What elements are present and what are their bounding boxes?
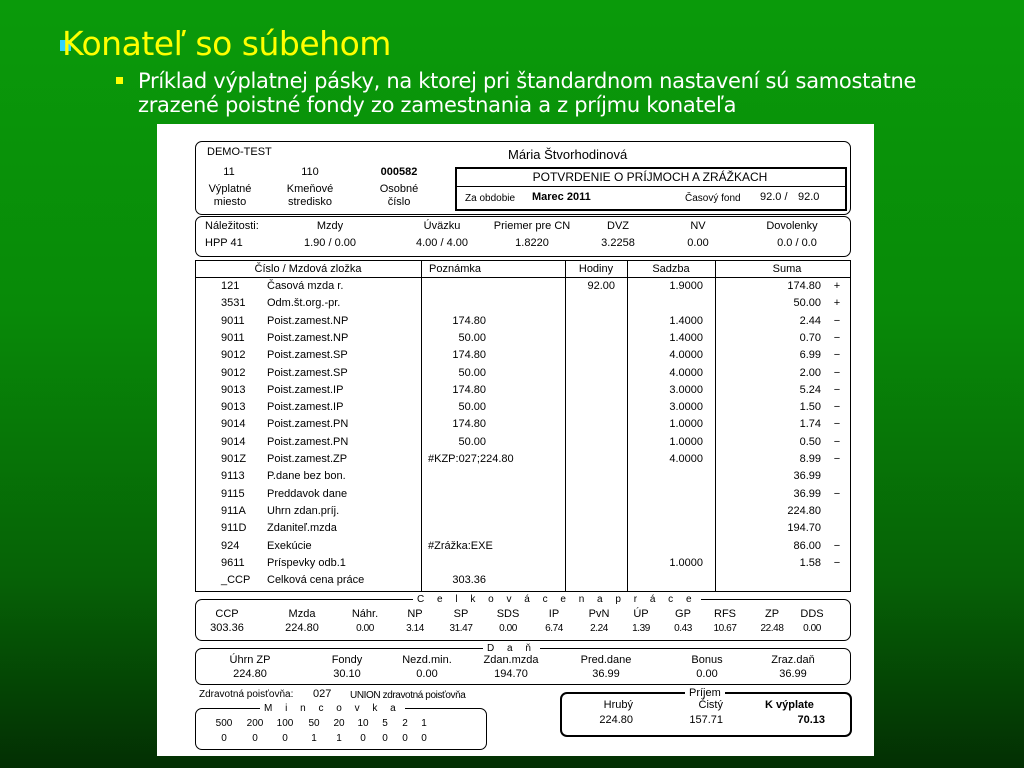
- total-cost-header: SP: [453, 608, 469, 620]
- total-cost-value: 0.00: [803, 623, 821, 634]
- item-code: 9115: [221, 487, 245, 500]
- item-rate: 4.0000: [669, 366, 703, 379]
- item-name: Celková cena práce: [267, 574, 365, 587]
- total-cost-value: 6.74: [545, 623, 563, 634]
- tax-value: 194.70: [494, 668, 528, 680]
- items-header-rate: Sadzba: [652, 263, 690, 275]
- item-sum: 194.70: [787, 522, 821, 535]
- total-cost-header: ÚP: [633, 608, 649, 620]
- item-code: 924: [221, 539, 240, 552]
- item-name: Poist.zamest.SP: [267, 349, 348, 362]
- nv-value: 0.00: [687, 237, 709, 249]
- item-sign: −: [833, 418, 841, 431]
- item-note: 50.00: [458, 366, 486, 379]
- total-cost-value: 10.67: [713, 623, 737, 634]
- workload-header: Úväzku: [423, 220, 461, 232]
- item-rate: 1.0000: [669, 556, 703, 569]
- item-sum: 174.80: [787, 280, 821, 292]
- item-code: 9014: [221, 435, 246, 448]
- total-cost-value: 0.00: [499, 623, 517, 634]
- item-sign: −: [833, 314, 841, 327]
- item-code: 9011: [221, 331, 245, 344]
- company-name: DEMO-TEST: [207, 146, 272, 158]
- coin-count: 0: [252, 733, 258, 744]
- item-code: 9012: [221, 366, 246, 379]
- coin-count: 0: [382, 733, 388, 744]
- item-code: 3531: [221, 297, 246, 310]
- item-sign: −: [833, 366, 841, 379]
- total-cost-header: IP: [548, 608, 560, 620]
- item-code: 9611: [221, 556, 245, 569]
- coin-denomination: 100: [276, 718, 294, 729]
- confirmation-title: POTVRDENIE O PRÍJMOCH A ZRÁŽKACH: [532, 170, 768, 184]
- total-cost-value: 2.24: [590, 623, 608, 634]
- tax-header: Pred.dane: [580, 654, 632, 666]
- item-code: 901Z: [221, 453, 247, 465]
- item-rate: 1.9000: [669, 280, 703, 292]
- coin-denomination: 10: [357, 718, 369, 729]
- total-cost-header: PvN: [588, 608, 610, 620]
- item-code: 911D: [221, 522, 247, 535]
- item-sign: −: [833, 453, 841, 465]
- item-name: Príspevky odb.1: [267, 556, 346, 569]
- item-note: 50.00: [458, 435, 486, 448]
- item-note: 174.80: [452, 349, 486, 362]
- tax-header: Zdan.mzda: [483, 654, 539, 666]
- item-sign: −: [833, 331, 841, 344]
- coin-denomination: 50: [308, 718, 320, 729]
- coin-count: 0: [221, 733, 227, 744]
- coin-denomination: 1: [421, 718, 427, 729]
- item-sum: 5.24: [799, 383, 821, 396]
- total-cost-value: 0.00: [356, 623, 374, 634]
- item-name: Poist.zamest.PN: [267, 435, 349, 448]
- total-cost-header: Náhr.: [351, 608, 379, 620]
- slide-title: Konateľ so súbehom: [62, 24, 391, 63]
- tax-value: 0.00: [416, 668, 438, 680]
- item-sign: −: [833, 539, 841, 552]
- item-name: Poist.zamest.IP: [267, 401, 344, 414]
- item-sum: 1.50: [799, 401, 821, 414]
- slide-subtitle: Príklad výplatnej pásky, na ktorej pri štandardnom nastavení sú samostatne zrazené poistné fondy zo zamestnania a z príjmu konateľa: [138, 69, 917, 117]
- total-cost-value: 22.48: [760, 623, 784, 634]
- item-note: 174.80: [452, 418, 486, 431]
- coin-count: 0: [402, 733, 408, 744]
- total-cost-header: RFS: [714, 608, 736, 620]
- item-name: Poist.zamest.ZP: [267, 453, 348, 465]
- item-note: 174.80: [452, 383, 486, 396]
- item-sum: 50.00: [793, 297, 821, 310]
- item-code: 9113: [221, 470, 245, 483]
- item-name: Poist.zamest.NP: [267, 331, 349, 344]
- items-col-divider: [565, 260, 566, 591]
- item-sum: 86.00: [793, 539, 821, 552]
- period-label: Za obdobie: [465, 193, 516, 204]
- fund-value: 92.0 /: [760, 191, 788, 203]
- pay-place-label-2: miesto: [213, 196, 247, 208]
- tax-header: Úhrn ZP: [229, 654, 271, 666]
- pay-place-value: 11: [223, 166, 235, 178]
- cost-center-value: 110: [301, 166, 319, 178]
- wages-header: Mzdy: [316, 220, 344, 232]
- item-code: 9012: [221, 349, 246, 362]
- total-cost-value: 0.43: [674, 623, 692, 634]
- insurer-code: 027: [313, 688, 332, 700]
- period-value: Marec 2011: [532, 191, 591, 203]
- confirmation-divider: [455, 186, 845, 187]
- item-code: _CCP: [221, 574, 251, 587]
- items-header-hours: Hodiny: [578, 263, 614, 275]
- items-col-divider: [715, 260, 716, 591]
- vacation-value: 0.0 / 0.0: [777, 237, 817, 249]
- item-sum: 36.99: [793, 487, 821, 500]
- item-sum: 0.70: [799, 331, 821, 344]
- item-sign: −: [833, 401, 841, 414]
- net-label: Čistý: [698, 699, 723, 711]
- item-name: Poist.zamest.PN: [267, 418, 349, 431]
- nv-header: NV: [690, 220, 706, 232]
- personal-number-label-2: číslo: [387, 196, 411, 208]
- tax-header: Fondy: [331, 654, 363, 666]
- item-sign: +: [833, 297, 841, 310]
- wages-value: 1.90 / 0.00: [304, 237, 356, 249]
- item-code: 9013: [221, 401, 246, 414]
- item-name: Exekúcie: [267, 539, 312, 552]
- item-rate: 1.4000: [669, 314, 703, 327]
- item-sum: 6.99: [799, 349, 821, 362]
- pay-place-label: Výplatné: [208, 183, 252, 195]
- coin-count: 0: [360, 733, 366, 744]
- vacation-header: Dovolenky: [766, 220, 818, 232]
- tax-value: 36.99: [592, 668, 620, 680]
- item-note: 50.00: [458, 331, 486, 344]
- tax-value: 224.80: [233, 668, 267, 680]
- coin-denomination: 5: [382, 718, 388, 729]
- tax-value: 30.10: [333, 668, 361, 680]
- item-sum: 0.50: [799, 435, 821, 448]
- item-rate: 4.0000: [669, 453, 703, 465]
- total-cost-value: 1.39: [632, 623, 650, 634]
- item-rate: 3.0000: [669, 401, 703, 414]
- item-code: 9011: [221, 314, 245, 327]
- item-code: 9013: [221, 383, 246, 396]
- dvz-value: 3.2258: [601, 237, 635, 249]
- item-sign: −: [833, 349, 841, 362]
- tax-value: 0.00: [696, 668, 718, 680]
- items-header-component: Číslo / Mzdová zložka: [254, 263, 362, 275]
- item-name: Poist.zamest.SP: [267, 366, 348, 379]
- item-note: #KZP:027;224.80: [428, 453, 514, 465]
- item-sign: +: [833, 280, 841, 292]
- items-header-sum: Suma: [772, 263, 802, 275]
- item-sum: 2.44: [799, 314, 821, 327]
- average-header: Priemer pre CN: [493, 220, 571, 232]
- personal-number-label: Osobné: [379, 183, 419, 195]
- item-sum: 36.99: [793, 470, 821, 483]
- item-sum: 2.00: [799, 366, 821, 379]
- items-header-line: [195, 277, 850, 278]
- item-name: Poist.zamest.NP: [267, 314, 349, 327]
- gross-label: Hrubý: [603, 699, 633, 711]
- item-sum: 224.80: [787, 504, 821, 517]
- payout-value: 70.13: [797, 714, 825, 726]
- total-cost-header: CCP: [215, 608, 239, 620]
- entitlements-label: Náležitosti:: [205, 220, 259, 232]
- personal-number-value: 000582: [380, 166, 418, 178]
- item-rate: 4.0000: [669, 349, 703, 362]
- total-cost-value: 224.80: [285, 622, 319, 634]
- dvz-header: DVZ: [607, 220, 629, 232]
- items-header-note: Poznámka: [429, 263, 481, 275]
- coin-denomination: 200: [246, 718, 264, 729]
- tax-header: Zraz.daň: [771, 654, 815, 666]
- item-rate: 1.4000: [669, 331, 703, 344]
- workload-value: 4.00 / 4.00: [416, 237, 468, 249]
- item-note: 50.00: [458, 401, 486, 414]
- item-sign: −: [833, 487, 841, 500]
- coin-count: 0: [421, 733, 427, 744]
- item-name: Časová mzda r.: [267, 280, 344, 292]
- payout-label: K výplate: [765, 699, 814, 711]
- contract-value: HPP 41: [205, 237, 243, 249]
- coin-count: 1: [311, 733, 317, 744]
- item-code: 9014: [221, 418, 246, 431]
- item-name: Poist.zamest.IP: [267, 383, 344, 396]
- total-cost-header: DDS: [800, 608, 824, 620]
- tax-header: Nezd.min.: [402, 654, 452, 666]
- item-sign: −: [833, 383, 841, 396]
- item-name: Preddavok dane: [267, 487, 348, 500]
- coin-denomination: 2: [402, 718, 408, 729]
- total-cost-value: 303.36: [210, 622, 244, 634]
- total-cost-value: 3.14: [406, 623, 424, 634]
- tax-header: Bonus: [691, 654, 723, 666]
- item-sum: 1.58: [799, 556, 821, 569]
- income-title: Príjem: [685, 687, 725, 700]
- item-rate: 3.0000: [669, 383, 703, 396]
- item-sign: −: [833, 435, 841, 448]
- fund-label: Časový fond: [685, 193, 741, 204]
- average-value: 1.8220: [515, 237, 549, 249]
- item-rate: 1.0000: [669, 435, 703, 448]
- insurer-label: Zdravotná poisťovňa:: [199, 689, 294, 700]
- total-cost-value: 31.47: [449, 623, 473, 634]
- item-hours: 92.00: [587, 280, 615, 292]
- item-sign: −: [833, 556, 841, 569]
- coin-denomination: 500: [215, 718, 233, 729]
- item-note: 303.36: [452, 574, 486, 587]
- cost-center-label-2: stredisko: [287, 196, 333, 208]
- cost-center-label: Kmeňové: [286, 183, 334, 195]
- item-sum: 1.74: [799, 418, 821, 431]
- tax-title: D a ň: [483, 642, 540, 655]
- employee-name: Mária Štvorhodinová: [508, 147, 628, 162]
- tax-value: 36.99: [779, 668, 807, 680]
- item-note: #Zrážka:EXE: [428, 539, 493, 552]
- item-name: Uhrn zdan.príj.: [267, 504, 340, 517]
- item-code: 911A: [221, 504, 246, 517]
- coin-denomination: 20: [333, 718, 345, 729]
- coins-title: M i n c o v k a: [260, 702, 405, 715]
- total-cost-header: SDS: [496, 608, 520, 620]
- total-cost-header: ZP: [764, 608, 780, 620]
- item-code: 121: [221, 280, 240, 292]
- total-cost-header: GP: [675, 608, 691, 620]
- fund-value-2: 92.0: [798, 191, 820, 203]
- item-name: Zdaniteľ.mzda: [267, 522, 337, 535]
- coin-count: 1: [336, 733, 342, 744]
- net-value: 157.71: [689, 714, 723, 726]
- item-name: P.dane bez bon.: [267, 470, 346, 483]
- item-sum: 8.99: [799, 453, 821, 465]
- gross-value: 224.80: [599, 714, 633, 726]
- item-name: Odm.št.org.-pr.: [267, 297, 341, 310]
- payslip-image: [157, 124, 874, 756]
- coin-count: 0: [282, 733, 288, 744]
- total-cost-header: Mzda: [288, 608, 316, 620]
- item-note: 174.80: [452, 314, 486, 327]
- total-cost-title: C e l k o v á c e n a p r á c e: [413, 593, 701, 606]
- total-cost-header: NP: [407, 608, 423, 620]
- sub-bullet-square-icon: [116, 77, 123, 84]
- item-rate: 1.0000: [669, 418, 703, 431]
- insurer-name: UNION zdravotná poisťovňa: [350, 690, 466, 701]
